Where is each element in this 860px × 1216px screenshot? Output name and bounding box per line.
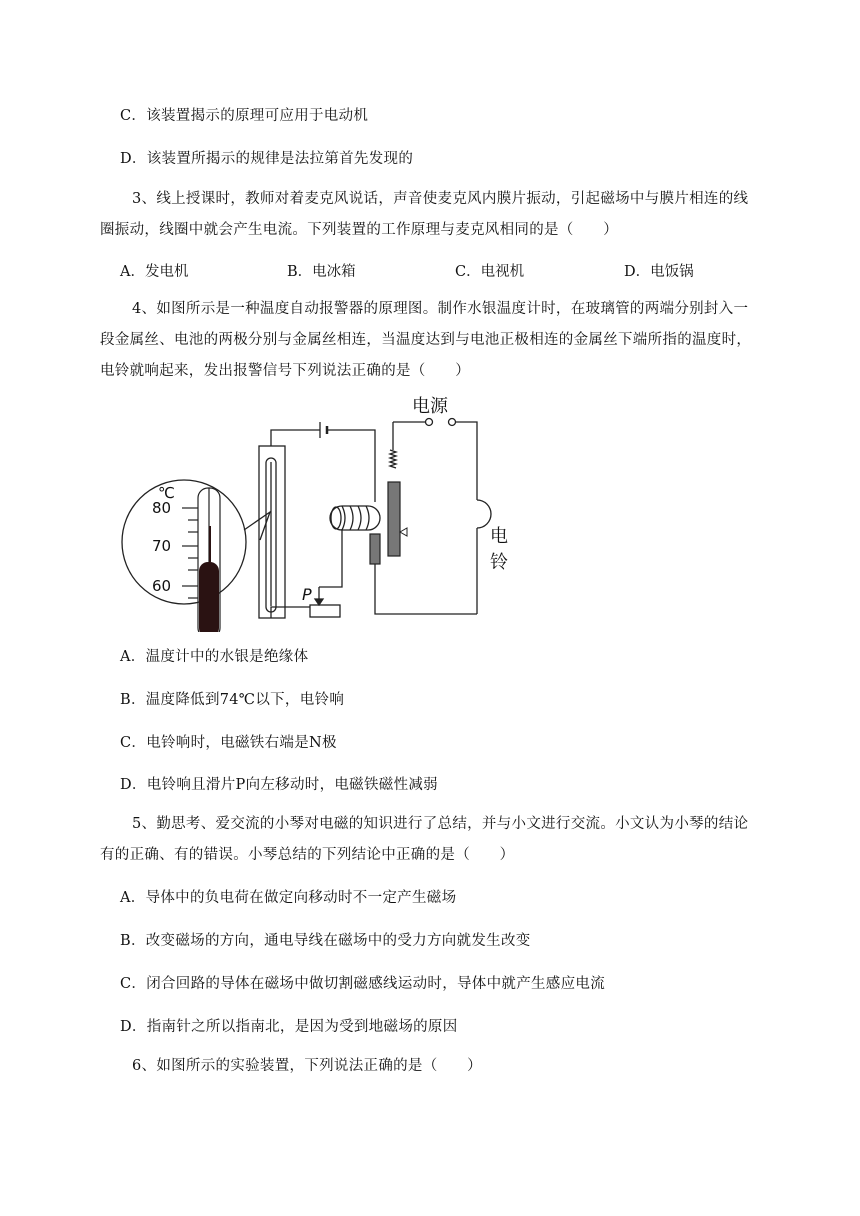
scale-70: 70: [152, 537, 172, 555]
q6-stem: [100, 1051, 760, 1082]
q3-option-d: D．电饭锅: [624, 264, 694, 280]
power-label: 电源: [412, 396, 448, 417]
q3-option-c: C．电视机: [455, 264, 525, 280]
q3-stem: [100, 184, 760, 246]
q2-option-c: C．该装置揭示的原理可应用于电动机: [120, 108, 369, 124]
q4-option-d: D．电铃响且滑片P向左移动时，电磁铁磁性减弱: [120, 777, 438, 793]
q4-circuit-diagram: [120, 392, 540, 632]
q5-option-d: D．指南针之所以指南北，是因为受到地磁场的原因: [120, 1019, 458, 1035]
unit-label: ℃: [158, 484, 175, 502]
q3-option-a: A．发电机: [120, 264, 189, 280]
bell-label-2: 铃: [490, 552, 508, 573]
q5-option-b: B．改变磁场的方向，通电导线在磁场中的受力方向就发生改变: [120, 933, 531, 949]
q4-option-b: B．温度降低到74℃以下，电铃响: [120, 692, 345, 708]
q5-option-a: A．导体中的负电荷在做定向移动时不一定产生磁场: [120, 890, 457, 906]
q3-option-b: B．电冰箱: [287, 264, 356, 280]
slider-label: P: [302, 585, 312, 604]
q4-stem: [100, 294, 760, 387]
scale-80: 80: [152, 499, 172, 517]
q6-stem-text: 6、如图所示的实验装置，下列说法正确的是（ ）: [132, 1058, 482, 1074]
q5-option-c: C．闭合回路的导体在磁场中做切割磁感线运动时，导体中就产生感应电流: [120, 976, 605, 992]
q2-option-d: D．该装置所揭示的规律是法拉第首先发现的: [120, 151, 414, 167]
q4-option-a: A．温度计中的水银是绝缘体: [120, 649, 309, 665]
q5-stem-text: 5、勤思考、爱交流的小琴对电磁的知识进行了总结，并与小文进行交流。小文认为小琴的结论有的正确、有的错误。小琴总结的下列结论中正确的是（ ）: [100, 816, 749, 863]
bell-label-1: 电: [490, 526, 508, 547]
q3-stem-text: 3、线上授课时，教师对着麦克风说话，声音使麦克风内膜片振动，引起磁场中与膜片相连的线圈振动，线圈中就会产生电流。下列装置的工作原理与麦克风相同的是（ ）: [100, 191, 749, 238]
q5-stem: [100, 809, 760, 871]
q4-stem-text: 4、如图所示是一种温度自动报警器的原理图。制作水银温度计时，在玻璃管的两端分别封入一段金属丝、电池的两极分别与金属丝相连，当温度达到与电池正极相连的金属丝下端所指的温度时，电铃就响起来，发出报警信号下列说法正确的是（ ）: [100, 301, 752, 379]
scale-60: 60: [152, 577, 172, 595]
q4-option-c: C．电铃响时，电磁铁右端是N极: [120, 735, 337, 751]
